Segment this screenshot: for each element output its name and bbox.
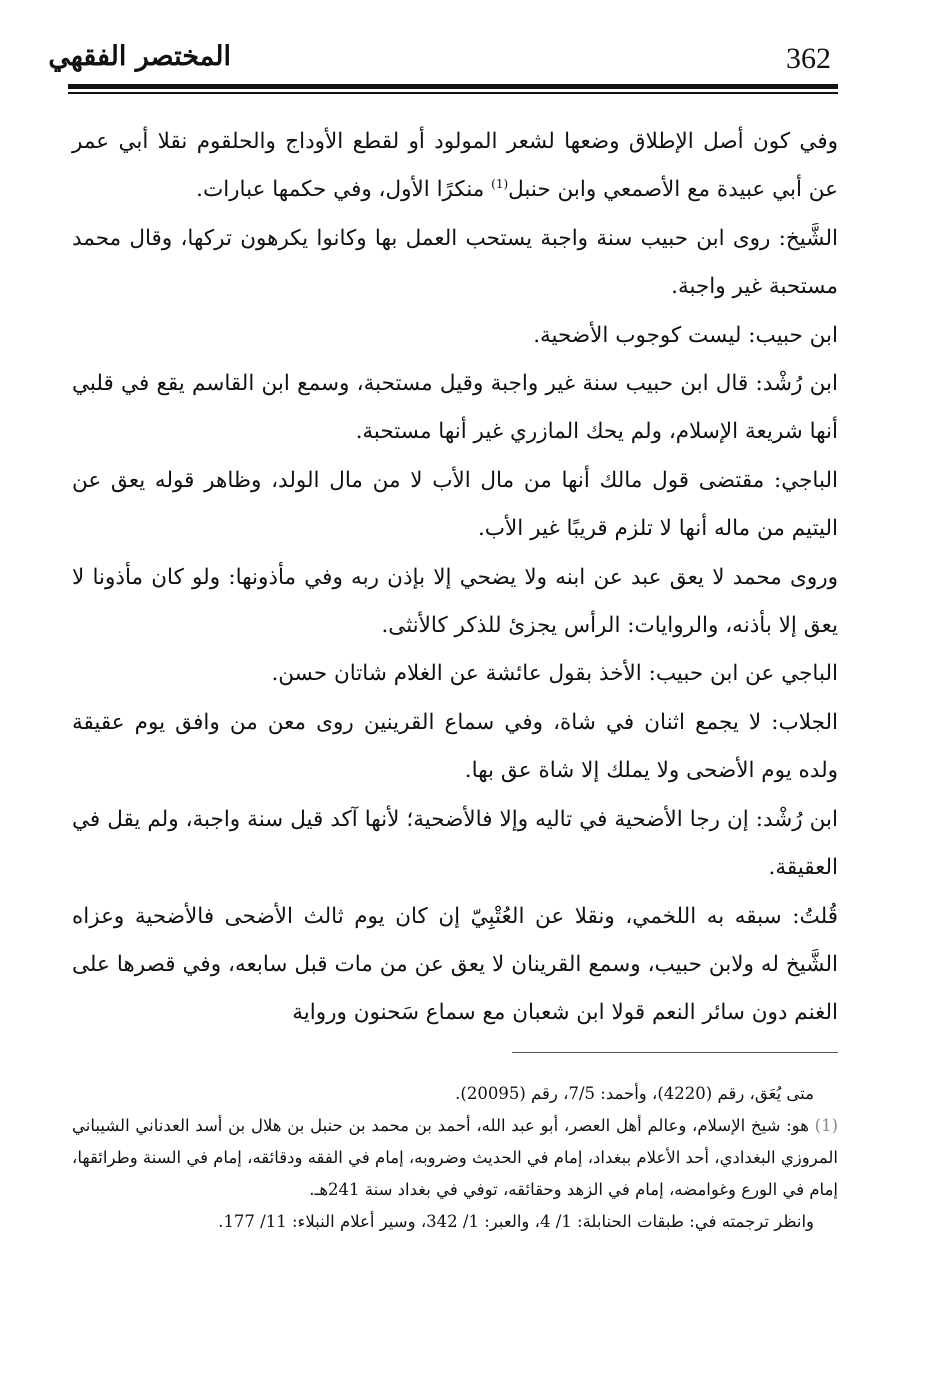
paragraph: ابن حبيب: ليست كوجوب الأضحية. xyxy=(533,322,838,348)
paragraph: ابن رُشْد: قال ابن حبيب سنة غير واجبة وقيل مستحبة، وسمع ابن القاسم يقع في قلبي أنها شريعة الإسلام، ولم يحك المازري غير أنها مستحبة. xyxy=(72,371,838,445)
paragraph: الباجي عن ابن حبيب: الأخذ بقول عائشة عن الغلام شاتان حسن. xyxy=(271,661,838,687)
header-rule-thin xyxy=(68,92,838,94)
header-rule-thick xyxy=(68,84,838,89)
footnote-reference[interactable]: (1) xyxy=(491,177,509,192)
paragraph: الجلاب: لا يجمع اثنان في شاة، وفي سماع القرينين روى معن من وافق يوم عقيقة ولده يوم الأضحى ولا يملك إلا شاة عق بها. xyxy=(72,709,838,784)
footnotes xyxy=(72,1078,838,1238)
book-title: المختصر الفقهي xyxy=(48,41,231,72)
paragraph: قُلتُ: سبقه به اللخمي، ونقلا عن العُتْبِيّ إن كان يوم ثالث الأضحى فالأضحية وعزاه الشَّيخ له ولابن حبيب، وسمع القرينان لا يعق عن من مات قبل سابعه، وفي قصرها على الغنم دون سائر النعم قولا ابن شعبان مع سماع سَحنون ورواية xyxy=(72,903,838,1026)
paragraph-text: وفي كون أصل الإطلاق وضعها لشعر المولود أو لقطع الأوداج والحلقوم نقلا أبي عمر عن أبي عبيدة مع الأصمعي وابن حنبل xyxy=(72,129,838,203)
footnote-marker: (1) xyxy=(814,1116,838,1135)
footnote-1-text: هو: شيخ الإسلام، وعالم أهل العصر، أبو عبد الله، أحمد بن محمد بن حنبل بن هلال بن أسد العدناني الشيباني المروزي البغدادي، أحد الأعلام ببغداد، إمام في الحديث وضروبه، إمام في الفقه ودقائقه، إمام في السنة وطرائقها، إمام في الورع وغوامضه، إمام في الزهد وحقائقه، توفي في بغداد سنة 241هـ. xyxy=(72,1116,838,1199)
paragraph xyxy=(72,118,838,215)
paragraph-text-continued: منكرًا الأول، وفي حكمها عبارات. xyxy=(196,177,492,203)
paragraph: وروى محمد لا يعق عبد عن ابنه ولا يضحي إلا بإذن ربه وفي مأذونها: ولو كان مأذونا لا يعق إلا بأذنه، والروايات: الرأس يجزئ للذكر كالأنثى. xyxy=(72,564,838,639)
body-text xyxy=(72,118,838,1038)
footnote-separator xyxy=(512,1052,838,1053)
paragraph: ابن رُشْد: إن رجا الأضحية في تاليه وإلا فالأضحية؛ لأنها آكد قيل سنة واجبة، ولم يقل في العقيقة. xyxy=(72,806,838,881)
paragraph: الشَّيخ: روى ابن حبيب سنة واجبة يستحب العمل بها وكانوا يكرهون تركها، وقال محمد مستحبة غير واجبة. xyxy=(72,225,838,300)
page-number: 362 xyxy=(786,42,831,75)
footnote-1 xyxy=(72,1110,838,1206)
footnote-continuation: متى يُعَق، رقم (4220)، وأحمد: 7/5، رقم (20095). xyxy=(455,1084,814,1103)
paragraph: الباجي: مقتضى قول مالك أنها من مال الأب لا من مال الولد، وظاهر قوله يعق عن اليتيم من ماله أنها لا تلزم قريبًا غير الأب. xyxy=(72,467,838,542)
footnote-1-references: وانظر ترجمته في: طبقات الحنابلة: 1/ 4، والعبر: 1/ 342، وسير أعلام النبلاء: 11/ 177. xyxy=(218,1212,814,1231)
